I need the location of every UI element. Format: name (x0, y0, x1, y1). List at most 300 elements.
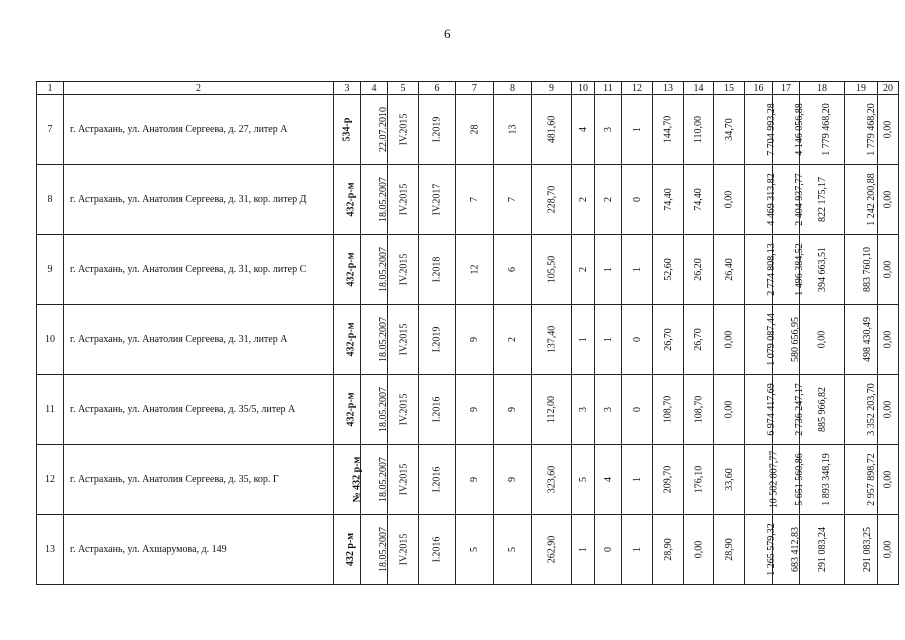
address-cell (64, 305, 334, 375)
value-cell-c5 (388, 235, 419, 305)
cell-value: 209,70 (662, 465, 674, 494)
cell-value: 108,70 (693, 395, 704, 424)
cell-value: 883 760,10 (862, 247, 873, 292)
value-cell-c5 (388, 305, 419, 375)
table-row (37, 165, 899, 235)
cell-value: 0,00 (882, 330, 894, 349)
value-cell-c19 (845, 95, 878, 165)
row-number-cell (37, 95, 64, 165)
cell-value: 2 (602, 197, 614, 202)
value-cell-c20 (878, 375, 899, 445)
cell-value: 1 (602, 337, 614, 342)
address-cell (64, 515, 334, 585)
column-header-17: 17 (773, 82, 800, 95)
cell-value: 2 (577, 197, 589, 202)
cell-value: 9 (507, 407, 518, 412)
cell-value: 137,40 (546, 325, 557, 354)
value-cell-c14 (684, 515, 714, 585)
row-number-cell (37, 235, 64, 305)
cell-value: I.2019 (431, 116, 443, 143)
cell-value: 0 (631, 197, 643, 202)
cell-value: IV.2015 (398, 113, 410, 146)
value-cell-c4 (361, 165, 388, 235)
cell-value: 1 079 087,44 (765, 313, 777, 366)
cell-value: 0,00 (882, 540, 894, 559)
cell-value: 7 (507, 197, 518, 202)
value-cell-c19 (845, 375, 878, 445)
row-number-cell (37, 305, 64, 375)
cell-value: 18.05.2007 (378, 387, 389, 432)
cell-value: 74,40 (693, 188, 704, 211)
value-cell-c14 (684, 305, 714, 375)
row-number: 9 (47, 264, 53, 275)
address-text: г. Астрахань, ул. Анатолия Сергеева, д. 31, кор. литер Д (70, 194, 307, 205)
cell-value: 291 083,25 (862, 527, 873, 572)
value-cell-c8 (494, 515, 532, 585)
value-cell-c18 (800, 95, 845, 165)
cell-value: 1 (631, 267, 643, 272)
value-cell-c6 (419, 445, 456, 515)
value-cell-c16 (745, 375, 777, 445)
cell-value: I.2018 (431, 256, 443, 283)
value-cell-c12 (622, 445, 653, 515)
value-cell-c10 (572, 95, 595, 165)
cell-value: 262,90 (546, 535, 557, 564)
value-cell-c8 (494, 165, 532, 235)
cell-value: 52,60 (662, 258, 674, 281)
cell-value: 228,70 (546, 185, 557, 214)
cell-value: 4 (577, 127, 589, 132)
cell-value: 33,60 (723, 468, 735, 491)
cell-value: 0,00 (882, 120, 894, 139)
value-cell-c3 (334, 375, 361, 445)
cell-value: 26,40 (723, 258, 735, 281)
address-cell (64, 235, 334, 305)
value-cell-c12 (622, 95, 653, 165)
cell-value: 6 (507, 267, 518, 272)
address-cell (64, 165, 334, 235)
value-cell-c9 (532, 165, 572, 235)
value-cell-c15 (714, 375, 745, 445)
row-number-cell (37, 515, 64, 585)
value-cell-c8 (494, 235, 532, 305)
cell-value: 0,00 (882, 470, 894, 489)
column-header-9: 9 (532, 82, 572, 95)
cell-value: 2 (507, 337, 518, 342)
value-cell-c11 (595, 305, 622, 375)
cell-value: 18.05.2007 (378, 527, 389, 572)
cell-value: 498 430,49 (862, 317, 873, 362)
address-text: г. Астрахань, ул. Анатолия Сергеева, д. 31, кор. литер С (70, 264, 307, 275)
row-number: 8 (47, 194, 53, 205)
value-cell-c10 (572, 445, 595, 515)
value-cell-c5 (388, 445, 419, 515)
column-header-15: 15 (714, 82, 745, 95)
value-cell-c20 (878, 95, 899, 165)
value-cell-c12 (622, 375, 653, 445)
cell-value: 1 779 468,20 (865, 103, 877, 156)
cell-value: 822 175,17 (817, 177, 828, 222)
cell-value: 0,00 (882, 400, 894, 419)
cell-value: 13 (507, 124, 518, 135)
value-cell-c7 (456, 305, 494, 375)
cell-value: I.2019 (431, 326, 443, 353)
row-number-cell (37, 445, 64, 515)
value-cell-c14 (684, 165, 714, 235)
cell-value: 22.07.2010 (378, 107, 389, 152)
value-cell-c16 (745, 95, 777, 165)
value-cell-c20 (878, 305, 899, 375)
value-cell-c15 (714, 305, 745, 375)
cell-value: 112,00 (545, 395, 557, 424)
address-text: г. Астрахань, ул. Анатолия Сергеева, д. 35/5, литер А (70, 404, 296, 415)
value-cell-c13 (653, 445, 684, 515)
column-header-14: 14 (684, 82, 714, 95)
value-cell-c7 (456, 165, 494, 235)
cell-value: 432-р-м (345, 252, 357, 287)
cell-value: 6 974 417,69 (765, 383, 777, 436)
value-cell-c15 (714, 95, 745, 165)
cell-value: 5 (469, 547, 480, 552)
column-header-13: 13 (653, 82, 684, 95)
cell-value: 1 (631, 477, 643, 482)
table-row (37, 515, 899, 585)
cell-value: 18.05.2007 (378, 247, 389, 292)
address-text: г. Астрахань, ул. Ахшарумова, д. 149 (70, 544, 227, 555)
value-cell-c18 (800, 445, 845, 515)
value-cell-c5 (388, 375, 419, 445)
value-cell-c14 (684, 95, 714, 165)
cell-value: 3 352 203,70 (865, 383, 877, 436)
cell-value: IV.2015 (398, 253, 410, 286)
value-cell-c11 (595, 95, 622, 165)
value-cell-c20 (878, 235, 899, 305)
value-cell-c19 (845, 305, 878, 375)
value-cell-c3 (334, 95, 361, 165)
value-cell-c4 (361, 95, 388, 165)
value-cell-c16 (745, 165, 777, 235)
row-number: 11 (45, 404, 55, 415)
cell-value: 291 083,24 (817, 527, 828, 572)
cell-value: 580 656,95 (790, 317, 801, 362)
column-header-5: 5 (388, 82, 419, 95)
cell-value: 432 р-м (345, 532, 357, 567)
cell-value: 323,60 (546, 465, 557, 494)
value-cell-c9 (532, 235, 572, 305)
cell-value: 26,70 (693, 328, 704, 351)
cell-value: I.2016 (431, 396, 443, 423)
cell-value: IV.2015 (398, 323, 410, 356)
cell-value: IV.2017 (431, 183, 443, 216)
value-cell-c19 (845, 235, 878, 305)
cell-value: № 432 р-м (351, 456, 363, 503)
cell-value: IV.2015 (398, 533, 410, 566)
cell-value: 18.05.2007 (378, 457, 389, 502)
housing-program-table (36, 81, 899, 585)
cell-value: 2 736 247,17 (793, 383, 805, 436)
value-cell-c15 (714, 165, 745, 235)
value-cell-c7 (456, 515, 494, 585)
value-cell-c9 (532, 445, 572, 515)
value-cell-c16 (745, 445, 780, 515)
value-cell-c14 (684, 235, 714, 305)
value-cell-c6 (419, 165, 456, 235)
cell-value: 10 502 807,77 (768, 450, 780, 509)
value-cell-c4 (361, 515, 388, 585)
value-cell-c10 (572, 515, 595, 585)
cell-value: 9 (507, 477, 518, 482)
value-cell-c8 (494, 375, 532, 445)
value-cell-c14 (684, 375, 714, 445)
value-cell-c20 (878, 165, 899, 235)
cell-value: 1 (577, 337, 589, 342)
cell-value: 1 (602, 267, 614, 272)
cell-value: 2 404 937,77 (793, 173, 805, 226)
cell-value: 683 412,83 (790, 527, 801, 572)
value-cell-c3 (334, 305, 361, 375)
cell-value: 0,00 (693, 540, 704, 559)
value-cell-c6 (419, 235, 456, 305)
value-cell-c7 (456, 235, 494, 305)
value-cell-c18 (800, 375, 845, 445)
page-number: 6 (444, 26, 451, 41)
value-cell-c13 (653, 375, 684, 445)
row-number: 7 (47, 124, 53, 135)
cell-value: 4 (602, 477, 614, 482)
cell-value: 0,00 (723, 330, 735, 349)
cell-value: 18.05.2007 (378, 317, 389, 362)
cell-value: 4 146 056,88 (793, 103, 805, 156)
column-header-18: 18 (800, 82, 845, 95)
value-cell-c15 (714, 445, 745, 515)
cell-value: 1 779 468,20 (820, 103, 832, 156)
cell-value: 1 (577, 547, 589, 552)
cell-value: 26,70 (662, 328, 674, 351)
column-header-20: 20 (878, 82, 899, 95)
value-cell-c18 (800, 515, 845, 585)
value-cell-c10 (572, 305, 595, 375)
column-header-8: 8 (494, 82, 532, 95)
value-cell-c12 (622, 515, 653, 585)
value-cell-c11 (595, 445, 622, 515)
value-cell-c3 (334, 165, 361, 235)
value-cell-c10 (572, 375, 595, 445)
cell-value: 4 469 313,82 (765, 173, 777, 226)
value-cell-c5 (388, 95, 419, 165)
cell-value: 34,70 (723, 118, 735, 141)
cell-value: 0,00 (882, 190, 894, 209)
cell-value: 1 496 384,52 (793, 243, 805, 296)
cell-value: 534-р (341, 117, 353, 142)
value-cell-c9 (532, 95, 572, 165)
value-cell-c18 (800, 165, 845, 235)
cell-value: 1 (631, 547, 643, 552)
cell-value: IV.2015 (398, 393, 410, 426)
table-row (37, 95, 899, 165)
cell-value: 3 (577, 407, 589, 412)
cell-value: 28,90 (662, 538, 674, 561)
cell-value: 0,00 (723, 190, 735, 209)
value-cell-c6 (419, 515, 456, 585)
cell-value: 0 (631, 337, 643, 342)
value-cell-c9 (532, 515, 572, 585)
header-row (37, 82, 899, 95)
cell-value: 1 893 348,19 (820, 453, 832, 506)
value-cell-c9 (532, 375, 572, 445)
value-cell-c20 (878, 515, 899, 585)
cell-value: 26,20 (693, 258, 704, 281)
value-cell-c8 (494, 305, 532, 375)
cell-value: 0,00 (816, 330, 828, 349)
address-text: г. Астрахань, ул. Анатолия Сергеева, д. 31, литер А (70, 334, 288, 345)
cell-value: 74,40 (662, 188, 674, 211)
value-cell-c13 (653, 95, 684, 165)
value-cell-c3 (334, 235, 361, 305)
row-number-cell (37, 375, 64, 445)
cell-value: 1 265 579,32 (765, 523, 777, 576)
value-cell-c13 (653, 235, 684, 305)
address-cell (64, 445, 334, 515)
cell-value: 9 (469, 477, 480, 482)
column-header-4: 4 (361, 82, 388, 95)
value-cell-c19 (845, 445, 878, 515)
column-header-1: 1 (37, 82, 64, 95)
value-cell-c16 (745, 235, 777, 305)
value-cell-c10 (572, 235, 595, 305)
cell-value: 176,10 (693, 465, 704, 494)
table-row (37, 235, 899, 305)
value-cell-c9 (532, 305, 572, 375)
address-cell (64, 375, 334, 445)
value-cell-c7 (456, 445, 494, 515)
value-cell-c6 (419, 305, 456, 375)
cell-value: 394 663,51 (817, 247, 828, 292)
value-cell-c7 (456, 375, 494, 445)
table-row (37, 305, 899, 375)
cell-value: 0 (602, 547, 614, 552)
value-cell-c4 (361, 305, 388, 375)
row-number: 12 (45, 474, 55, 485)
value-cell-c12 (622, 235, 653, 305)
cell-value: 105,50 (546, 255, 557, 284)
row-number-cell (37, 165, 64, 235)
table-row (37, 445, 899, 515)
column-header-3: 3 (334, 82, 361, 95)
table-row (37, 375, 899, 445)
cell-value: I.2016 (431, 466, 443, 493)
cell-value: 7 (469, 197, 480, 202)
value-cell-c4 (361, 375, 388, 445)
cell-value: 0 (631, 407, 643, 412)
value-cell-c19 (845, 165, 878, 235)
cell-value: 3 (602, 127, 614, 132)
column-header-11: 11 (595, 82, 622, 95)
cell-value: 18.05.2007 (378, 177, 389, 222)
cell-value: 144,70 (662, 115, 674, 144)
cell-value: 432-р-м (345, 182, 357, 217)
value-cell-c20 (878, 445, 899, 515)
value-cell-c5 (388, 165, 419, 235)
cell-value: 0,00 (882, 260, 894, 279)
value-cell-c11 (595, 165, 622, 235)
value-cell-c16 (745, 515, 777, 585)
value-cell-c13 (653, 165, 684, 235)
value-cell-c12 (622, 305, 653, 375)
column-header-19: 19 (845, 82, 878, 95)
column-header-2: 2 (64, 82, 334, 95)
value-cell-c13 (653, 515, 684, 585)
value-cell-c11 (595, 235, 622, 305)
cell-value: 0,00 (723, 400, 735, 419)
cell-value: 2 957 898,72 (865, 453, 877, 506)
cell-value: 2 (577, 267, 589, 272)
cell-value: 481,60 (546, 115, 557, 144)
address-text: г. Астрахань, ул. Анатолия Сергеева, д. 27, литер А (70, 124, 288, 135)
cell-value: 5 (507, 547, 518, 552)
value-cell-c4 (361, 445, 388, 515)
value-cell-c6 (419, 375, 456, 445)
cell-value: 7 704 993,28 (765, 103, 777, 156)
row-number: 13 (45, 544, 55, 555)
value-cell-c18 (800, 305, 845, 375)
cell-value: 28,90 (723, 538, 735, 561)
value-cell-c11 (595, 515, 622, 585)
cell-value: 885 966,82 (817, 387, 828, 432)
address-text: г. Астрахань, ул. Анатолия Сергеева, д. 35, кор. Г (70, 474, 279, 485)
cell-value: 2 774 808,13 (765, 243, 777, 296)
value-cell-c12 (622, 165, 653, 235)
cell-value: 110,00 (692, 115, 704, 144)
value-cell-c3 (334, 445, 361, 515)
column-header-10: 10 (572, 82, 595, 95)
cell-value: IV.2015 (398, 183, 410, 216)
cell-value: 432-р-м (345, 322, 357, 357)
cell-value: 9 (469, 337, 480, 342)
value-cell-c4 (361, 235, 388, 305)
value-cell-c16 (745, 305, 777, 375)
value-cell-c7 (456, 95, 494, 165)
column-header-12: 12 (622, 82, 653, 95)
cell-value: 5 (577, 477, 589, 482)
value-cell-c15 (714, 515, 745, 585)
cell-value: IV.2015 (398, 463, 410, 496)
cell-value: 28 (469, 124, 480, 135)
address-cell (64, 95, 334, 165)
cell-value: 9 (469, 407, 480, 412)
value-cell-c6 (419, 95, 456, 165)
column-header-6: 6 (419, 82, 456, 95)
value-cell-c18 (800, 235, 845, 305)
value-cell-c15 (714, 235, 745, 305)
row-number: 10 (45, 334, 55, 345)
cell-value: 5 651 560,86 (793, 453, 805, 506)
value-cell-c8 (494, 95, 532, 165)
cell-value: 108,70 (662, 395, 674, 424)
value-cell-c10 (572, 165, 595, 235)
value-cell-c11 (595, 375, 622, 445)
column-header-7: 7 (456, 82, 494, 95)
cell-value: 1 (631, 127, 643, 132)
cell-value: 12 (469, 264, 480, 275)
value-cell-c3 (334, 515, 361, 585)
value-cell-c13 (653, 305, 684, 375)
value-cell-c14 (684, 445, 714, 515)
value-cell-c8 (494, 445, 532, 515)
cell-value: 432-р-м (345, 392, 357, 427)
column-header-16: 16 (745, 82, 773, 95)
value-cell-c19 (845, 515, 878, 585)
cell-value: I.2016 (431, 536, 443, 563)
